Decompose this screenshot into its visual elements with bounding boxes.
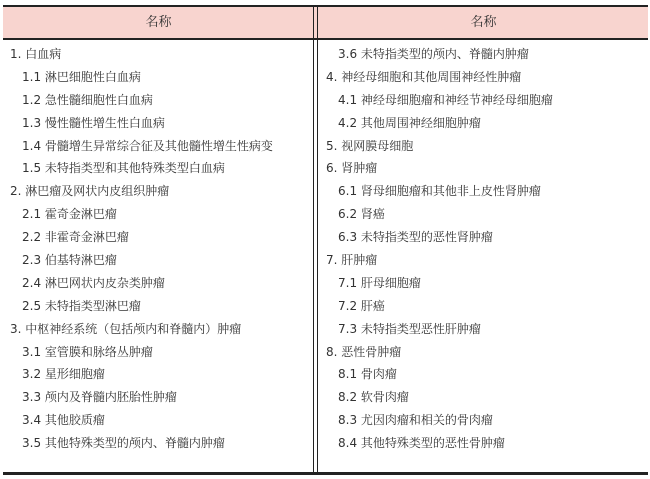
subcategory-row: 3.4 其他胶质瘤 [22, 413, 105, 428]
subcategory-row: 1.2 急性髓细胞性白血病 [22, 92, 153, 107]
subcategory-row: 1.3 慢性髓性增生性白血病 [22, 115, 165, 130]
subcategory-row: 3.6 未特指类型的颅内、脊髓内肿瘤 [338, 47, 529, 61]
subcategory-row: 1.4 骨髓增生异常综合征及其他髓性增生性病变 [22, 138, 273, 153]
subcategory-row: 7.2 肝癌 [338, 298, 385, 313]
subcategory-row: 2.5 未特指类型淋巴瘤 [22, 298, 141, 313]
table-header [3, 7, 648, 40]
subcategory-row: 3.3 颅内及脊髓内胚胎性肿瘤 [22, 390, 177, 405]
subcategory-row: 6.2 肾癌 [338, 207, 385, 222]
tumor-classification-table [3, 5, 648, 475]
subcategory-row: 3.5 其他特殊类型的颅内、脊髓内肿瘤 [22, 436, 225, 451]
subcategory-row: 4.2 其他周围神经细胞肿瘤 [338, 115, 481, 130]
subcategory-row: 8.3 尤因肉瘤和相关的骨肉瘤 [338, 413, 493, 428]
subcategory-row: 4.1 神经母细胞瘤和神经节神经母细胞瘤 [338, 92, 553, 107]
subcategory-row: 3.2 星形细胞瘤 [22, 367, 105, 382]
category-row: 4. 神经母细胞和其他周围神经性肿瘤 [326, 69, 522, 84]
subcategory-row: 8.4 其他特殊类型的恶性骨肿瘤 [338, 436, 505, 451]
header-name-right: 名称 [470, 15, 497, 30]
subcategory-row: 6.1 肾母细胞瘤和其他非上皮性肾肿瘤 [338, 184, 541, 199]
category-row: 1. 白血病 [10, 47, 62, 61]
category-row: 5. 视网膜母细胞 [326, 138, 414, 153]
subcategory-row: 1.1 淋巴细胞性白血病 [22, 69, 141, 84]
category-row: 7. 肝肿瘤 [326, 253, 378, 268]
subcategory-row: 2.1 霍奇金淋巴瘤 [22, 207, 117, 222]
subcategory-row: 8.2 软骨肉瘤 [338, 390, 409, 405]
header-name-left: 名称 [145, 15, 172, 30]
category-row: 8. 恶性骨肿瘤 [326, 344, 402, 359]
subcategory-row: 2.4 淋巴网状内皮杂类肿瘤 [22, 275, 165, 290]
category-row: 2. 淋巴瘤及网状内皮组织肿瘤 [10, 184, 170, 199]
subcategory-row: 8.1 骨肉瘤 [338, 367, 397, 382]
subcategory-row: 1.5 未特指类型和其他特殊类型白血病 [22, 161, 225, 176]
subcategory-row: 2.3 伯基特淋巴瘤 [22, 253, 117, 268]
category-row: 3. 中枢神经系统（包括颅内和脊髓内）肿瘤 [10, 321, 242, 336]
right-column [319, 43, 648, 455]
left-column [3, 43, 313, 455]
category-row: 6. 肾肿瘤 [326, 161, 378, 176]
subcategory-row: 2.2 非霍奇金淋巴瘤 [22, 230, 129, 245]
subcategory-row: 6.3 未特指类型的恶性肾肿瘤 [338, 230, 493, 245]
column-divider [317, 7, 318, 472]
subcategory-row: 7.1 肝母细胞瘤 [338, 275, 421, 290]
subcategory-row: 3.1 室管膜和脉络丛肿瘤 [22, 344, 153, 359]
column-divider [313, 7, 314, 472]
subcategory-row: 7.3 未特指类型恶性肝肿瘤 [338, 321, 481, 336]
